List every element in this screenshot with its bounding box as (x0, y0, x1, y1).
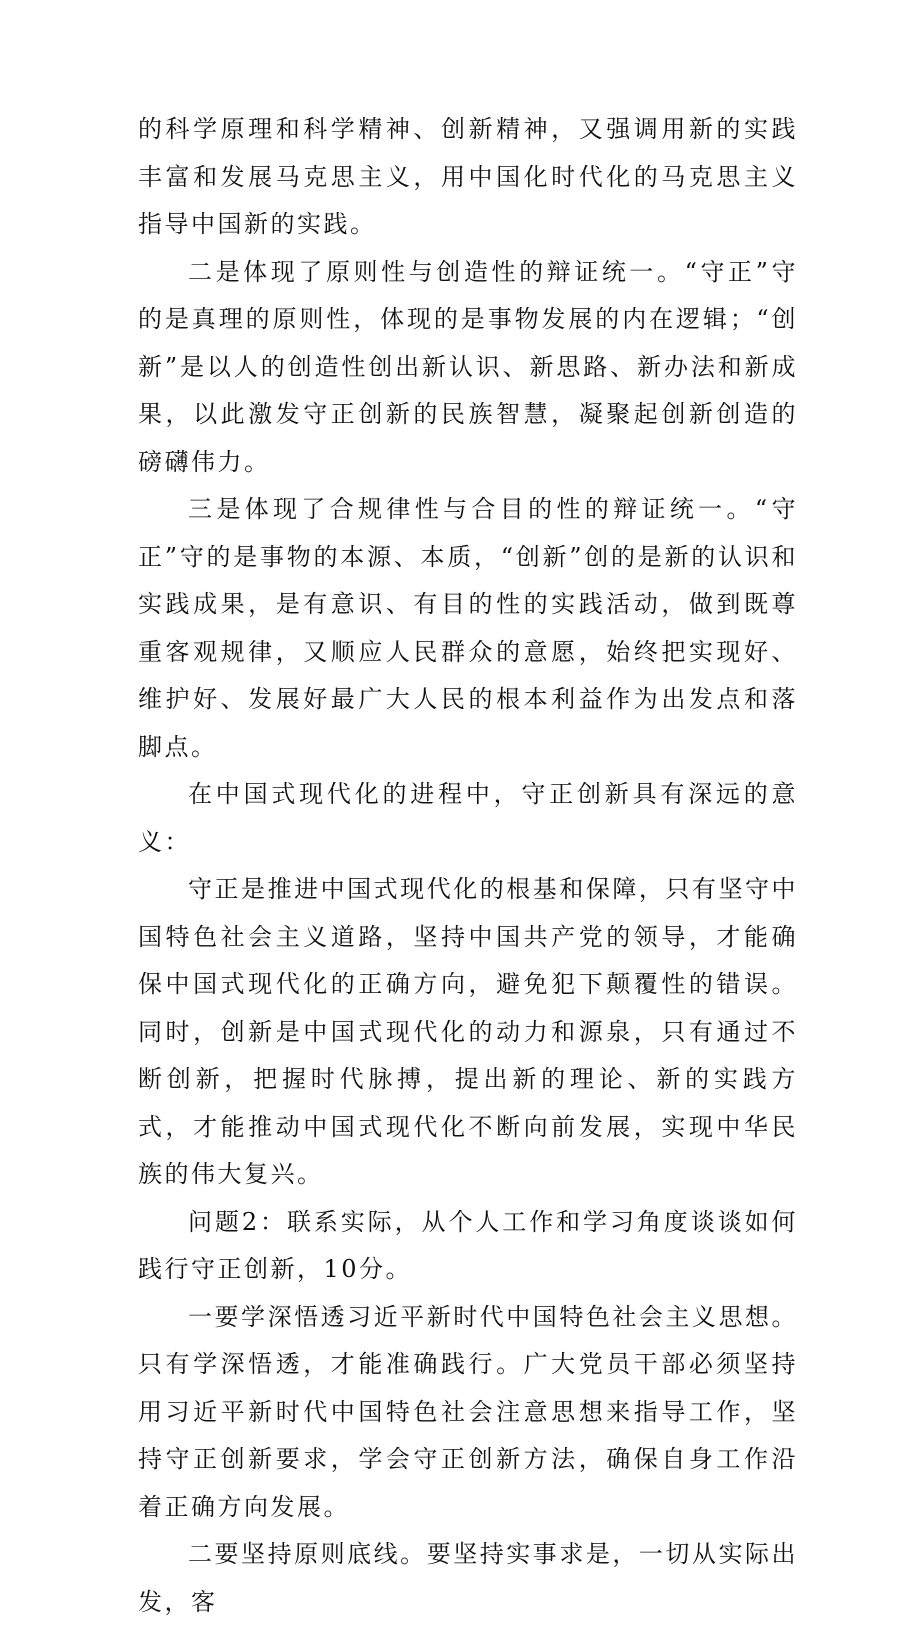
paragraph-7: 一要学深悟透习近平新时代中国特色社会主义思想。只有学深悟透，才能准确践行。广大党员干部必须坚持用习近平新时代中国特色社会注意思想来指导工作，坚持守正创新要求，学会守正创新方法，确保自身工作沿着正确方向发展。 (138, 1302, 798, 1521)
paragraph-8: 二要坚持原则底线。要坚持实事求是，一切从实际出发，客 (138, 1540, 798, 1616)
paragraph-4: 在中国式现代化的进程中，守正创新具有深远的意义： (138, 780, 798, 856)
question-2-heading: 问题2：联系实际，从个人工作和学习角度谈谈如何践行守正创新，10分。 (138, 1207, 798, 1283)
paragraph-5: 守正是推进中国式现代化的根基和保障，只有坚守中国特色社会主义道路，坚持中国共产党的领导，才能确保中国式现代化的正确方向，避免犯下颠覆性的错误。同时，创新是中国式现代化的动力和源泉，只有通过不断创新，把握时代脉搏，提出新的理论、新的实践方式，才能推动中国式现代化不断向前发展，实现中华民族的伟大复兴。 (138, 875, 798, 1188)
paragraph-3: 三是体现了合规律性与合目的性的辩证统一。“守正”守的是事物的本源、本质，“创新”创的是新的认识和实践成果，是有意识、有目的性的实践活动，做到既尊重客观规律，又顺应人民群众的意愿，始终把实现好、维护好、发展好最广大人民的根本利益作为出发点和落脚点。 (138, 495, 798, 761)
document-body (138, 106, 798, 1626)
paragraph-2: 二是体现了原则性与创造性的辩证统一。“守正”守的是真理的原则性，体现的是事物发展的内在逻辑；“创新”是以人的创造性创出新认识、新思路、新办法和新成果，以此激发守正创新的民族智慧，凝聚起创新创造的磅礴伟力。 (138, 257, 798, 476)
paragraph-1: 的科学原理和科学精神、创新精神，又强调用新的实践丰富和发展马克思主义，用中国化时代化的马克思主义指导中国新的实践。 (138, 115, 798, 238)
